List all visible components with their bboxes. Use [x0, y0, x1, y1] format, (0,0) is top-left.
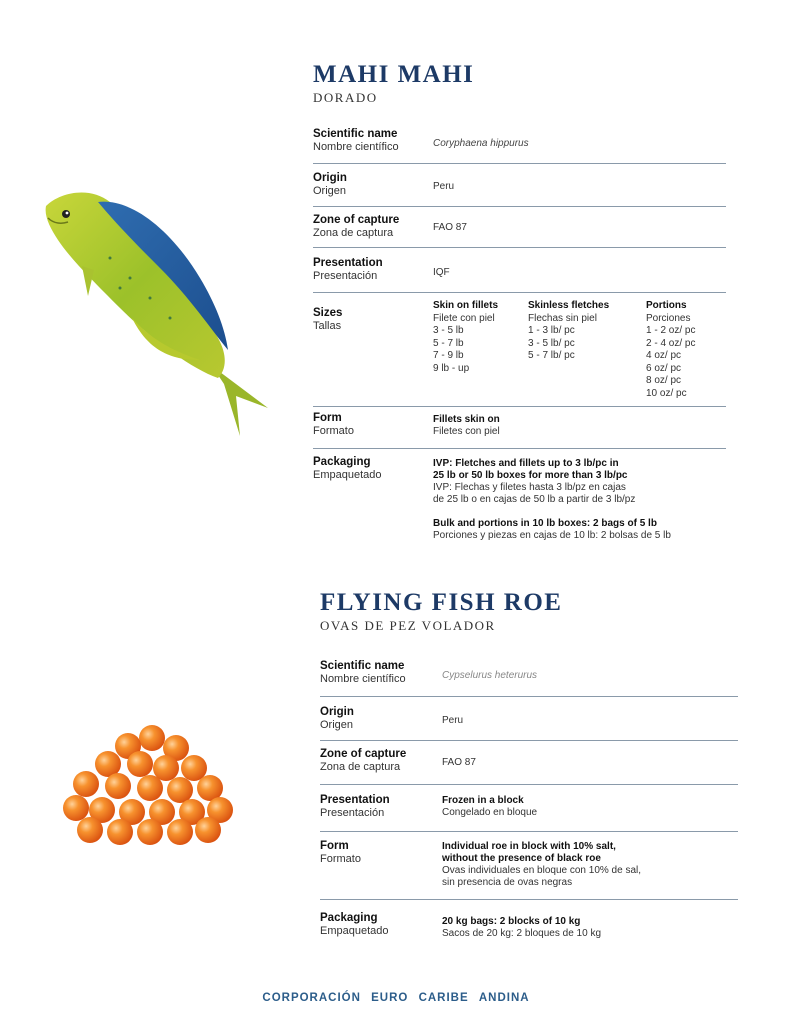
- roe-origin-label-es: Origen: [320, 719, 354, 731]
- mahi-spec-table: [313, 128, 726, 548]
- sizes-column-portions: [646, 300, 695, 400]
- roe-presentation-row: [320, 794, 738, 832]
- roe-packaging-row: [320, 912, 738, 946]
- roe-subtitle: OVAS DE PEZ VOLADOR: [320, 618, 496, 633]
- mahi-form-label-en: Form: [313, 412, 342, 424]
- roe-zone-label-es: Zona de captura: [320, 761, 401, 773]
- roe-zone-row: [320, 748, 738, 785]
- mahi-sizes-label-en: Sizes: [313, 307, 343, 319]
- sizes-column-sub: Porciones: [646, 312, 691, 324]
- roe-packaging-label-en: Packaging: [320, 912, 378, 924]
- mahi-title: MAHI MAHI: [313, 61, 475, 88]
- size-item: 8 oz/ pc: [646, 375, 682, 386]
- size-item: 1 - 2 oz/ pc: [646, 325, 696, 336]
- roe-title: FLYING FISH ROE: [320, 589, 563, 616]
- size-item: 6 oz/ pc: [646, 362, 682, 374]
- mahi-sizes-label-es: Tallas: [313, 320, 342, 332]
- roe-form-value-en-2: without the presence of black roe: [442, 853, 601, 864]
- mahi-zone-value: FAO 87: [433, 222, 467, 233]
- mahi-packaging-p2-en: Bulk and portions in 10 lb boxes: 2 bags of 5 lb: [433, 518, 657, 529]
- size-item: 9 lb - up: [433, 362, 470, 374]
- mahi-presentation-label-es: Presentación: [313, 270, 378, 282]
- size-item: 5 - 7 lb: [433, 337, 464, 349]
- roe-form-value-en-1: Individual roe in block with 10% salt,: [442, 841, 616, 852]
- mahi-scientific-label-en: Scientific name: [313, 128, 398, 140]
- mahi-zone-label-es: Zona de captura: [313, 227, 394, 239]
- roe-form-row: [320, 840, 738, 900]
- sizes-column-skinless: [528, 300, 609, 363]
- size-item: 4 oz/ pc: [646, 350, 682, 361]
- mahi-packaging-row: [313, 456, 726, 546]
- mahi-origin-label-en: Origin: [313, 172, 347, 184]
- roe-zone-value: FAO 87: [442, 757, 476, 768]
- mahi-form-value-en: Fillets skin on: [433, 414, 500, 425]
- mahi-scientific-row: [313, 128, 726, 164]
- roe-scientific-label-es: Nombre científico: [320, 673, 406, 685]
- footer-word: CORPORACIÓN: [262, 992, 361, 1004]
- roe-presentation-value-en: Frozen in a block: [442, 795, 524, 806]
- mahi-form-label-es: Formato: [313, 425, 354, 437]
- roe-form-value-es-2: sin presencia de ovas negras: [442, 877, 573, 888]
- roe-scientific-row: [320, 660, 738, 697]
- size-item: 7 - 9 lb: [433, 350, 464, 361]
- mahi-origin-label-es: Origen: [313, 185, 347, 197]
- mahi-form-row: [313, 412, 726, 449]
- sizes-column-head: Skin on fillets: [433, 300, 499, 311]
- roe-packaging-value-es: Sacos de 20 kg: 2 bloques de 10 kg: [442, 928, 602, 939]
- mahi-zone-row: [313, 214, 726, 248]
- mahi-mahi-fish-illustration: [40, 188, 280, 438]
- footer-word: ANDINA: [478, 992, 530, 1004]
- mahi-header: [313, 62, 474, 106]
- mahi-scientific-value: Coryphaena hippurus: [433, 138, 529, 149]
- mahi-origin-row: [313, 172, 726, 207]
- roe-header: [320, 590, 562, 634]
- mahi-packaging-label-en: Packaging: [313, 456, 371, 468]
- mahi-scientific-label-es: Nombre científico: [313, 141, 399, 153]
- sizes-column-sub: Filete con piel: [433, 312, 495, 324]
- roe-zone-label-en: Zone of capture: [320, 748, 407, 760]
- roe-presentation-value-es: Congelado en bloque: [442, 807, 538, 818]
- roe-presentation-label-es: Presentación: [320, 807, 385, 819]
- size-item: 3 - 5 lb: [433, 325, 464, 336]
- roe-form-label-en: Form: [320, 840, 349, 852]
- roe-form-value-es-1: Ovas individuales en bloque con 10% de sal,: [442, 865, 642, 876]
- roe-form-label-es: Formato: [320, 853, 361, 865]
- mahi-packaging-p1-en-1: IVP: Fletches and fillets up to 3 lb/pc in: [433, 458, 619, 469]
- size-item: 3 - 5 lb/ pc: [528, 337, 575, 349]
- mahi-presentation-value: IQF: [433, 267, 450, 278]
- mahi-sizes-row: [313, 300, 726, 407]
- size-item: 10 oz/ pc: [646, 387, 687, 399]
- mahi-subtitle: DORADO: [313, 90, 378, 105]
- roe-scientific-value: Cypselurus heterurus: [442, 670, 538, 681]
- roe-packaging-value-en: 20 kg bags: 2 blocks of 10 kg: [442, 916, 581, 927]
- sizes-column-sub: Flechas sin piel: [528, 312, 597, 324]
- roe-scientific-label-en: Scientific name: [320, 660, 405, 672]
- mahi-packaging-label-es: Empaquetado: [313, 469, 382, 481]
- sizes-column-head: Portions: [646, 300, 687, 311]
- fish-roe-illustration: [62, 722, 237, 847]
- mahi-form-value-es: Filetes con piel: [433, 426, 500, 437]
- mahi-presentation-label-en: Presentation: [313, 257, 383, 269]
- mahi-packaging-p2-es: Porciones y piezas en cajas de 10 lb: 2 bolsas de 5 lb: [433, 530, 671, 541]
- mahi-packaging-p1-es-1: IVP: Flechas y filetes hasta 3 lb/pz en cajas: [433, 482, 626, 493]
- mahi-packaging-p1-es-2: de 25 lb o en cajas de 50 lb a partir de 3 lb/pz: [433, 494, 636, 505]
- size-item: 5 - 7 lb/ pc: [528, 350, 575, 361]
- roe-origin-label-en: Origin: [320, 706, 354, 718]
- roe-origin-value: Peru: [442, 715, 464, 726]
- roe-spec-table: [320, 660, 738, 950]
- footer-word: CARIBE: [418, 992, 469, 1004]
- footer-word: EURO: [371, 992, 409, 1004]
- size-item: 2 - 4 oz/ pc: [646, 337, 696, 349]
- mahi-presentation-row: [313, 257, 726, 293]
- sizes-column-head: Skinless fletches: [528, 300, 610, 311]
- mahi-zone-label-en: Zone of capture: [313, 214, 400, 226]
- size-item: 1 - 3 lb/ pc: [528, 325, 575, 336]
- roe-origin-row: [320, 706, 738, 741]
- sizes-column-skin-on: [433, 300, 498, 375]
- roe-presentation-label-en: Presentation: [320, 794, 390, 806]
- company-footer: [0, 992, 792, 1004]
- mahi-origin-value: Peru: [433, 181, 455, 192]
- roe-packaging-label-es: Empaquetado: [320, 925, 389, 937]
- mahi-packaging-p1-en-2: 25 lb or 50 lb boxes for more than 3 lb/pc: [433, 470, 628, 481]
